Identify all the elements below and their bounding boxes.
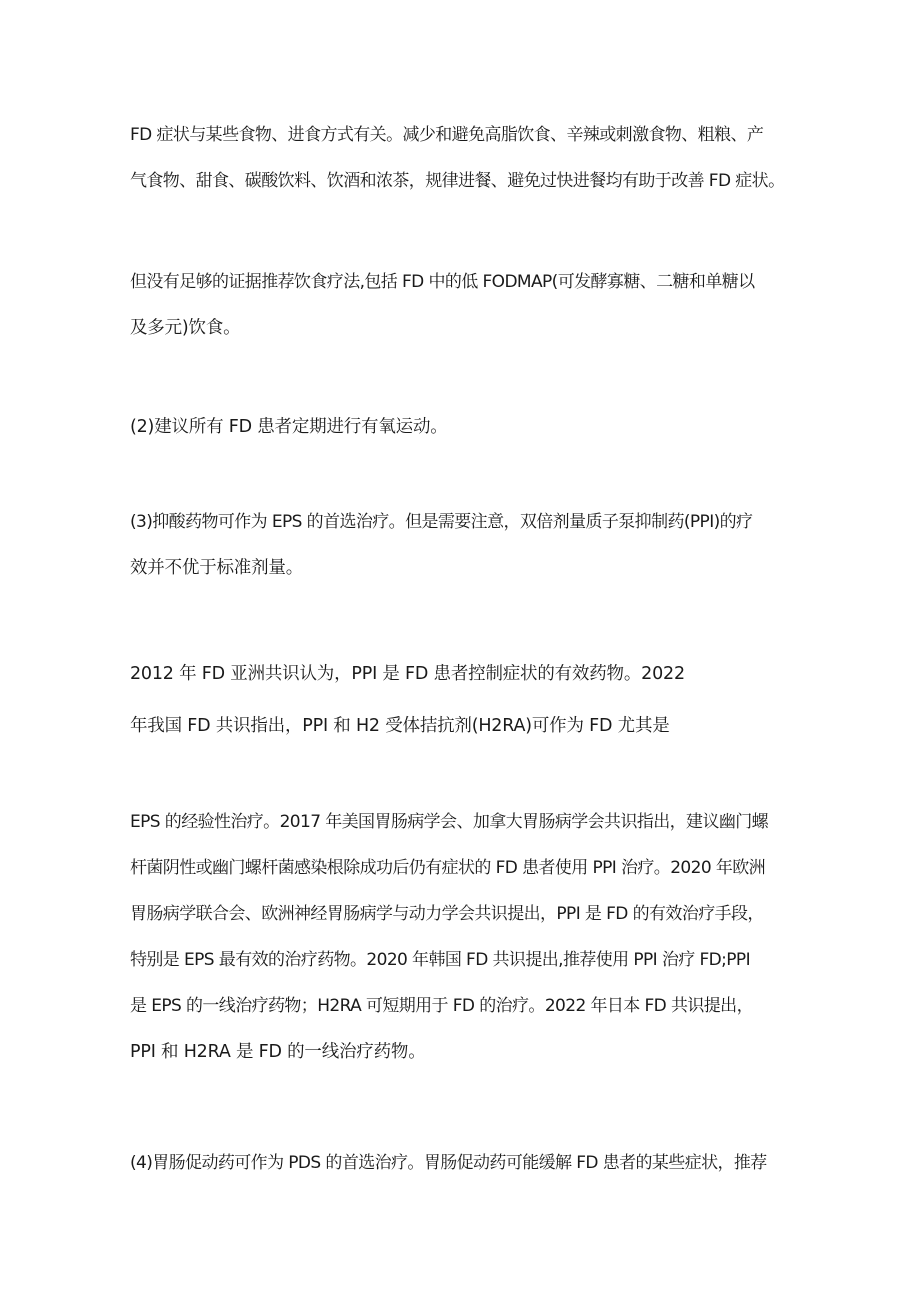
- text-line: 效并不优于标准剂量。: [130, 558, 303, 578]
- text-line: (2)建议所有 FD 患者定期进行有氧运动。: [130, 417, 448, 437]
- text-line: 胃肠病学联合会、欧洲神经胃肠病学与动力学会共识提出，PPI 是 FD 的有效治疗手段，: [130, 904, 764, 924]
- text-line: 特别是 EPS 最有效的治疗药物。2020 年韩国 FD 共识提出,推荐使用 PPI 治疗 FD;PPI: [130, 950, 750, 970]
- text-line: 杆菌阴性或幽门螺杆菌感染根除成功后仍有症状的 FD 患者使用 PPI 治疗。2020 年欧洲: [130, 858, 766, 878]
- text-line: 2012 年 FD 亚洲共识认为，PPI 是 FD 患者控制症状的有效药物。2022: [130, 664, 685, 684]
- paragraph-diet-symptoms: [130, 112, 810, 204]
- text-line: 气食物、甜食、碳酸饮料、饮酒和浓茶，规律进餐、避免过快进餐均有助于改善 FD 症状。: [130, 171, 785, 191]
- text-line: FD 症状与某些食物、进食方式有关。减少和避免高脂饮食、辛辣或刺激食物、粗粮、产: [130, 125, 764, 145]
- text-line: 但没有足够的证据推荐饮食疗法,包括 FD 中的低 FODMAP(可发酵寡糖、二糖和单糖以: [130, 272, 755, 292]
- paragraph-prokinetics: [130, 1140, 810, 1186]
- text-line: PPI 和 H2RA 是 FD 的一线治疗药物。: [130, 1042, 426, 1062]
- paragraph-fodmap: [130, 259, 810, 351]
- paragraph-china-consensus: [130, 703, 810, 749]
- paragraph-exercise: [130, 404, 810, 450]
- text-line: 及多元)饮食。: [130, 318, 241, 338]
- text-line: 年我国 FD 共识指出，PPI 和 H2 受体拮抗剂(H2RA)可作为 FD 尤其是: [130, 716, 670, 736]
- paragraph-acid-suppression: [130, 499, 810, 591]
- text-line: (4)胃肠促动药可作为 PDS 的首选治疗。胃肠促动药可能缓解 FD 患者的某些症状，推荐: [130, 1153, 767, 1173]
- text-line: EPS 的经验性治疗。2017 年美国胃肠病学会、加拿大胃肠病学会共识指出，建议幽门螺: [130, 812, 769, 832]
- paragraph-asian-consensus: [130, 651, 810, 697]
- paragraph-international-consensus: [130, 799, 810, 1075]
- text-line: 是 EPS 的一线治疗药物；H2RA 可短期用于 FD 的治疗。2022 年日本 FD 共识提出，: [130, 996, 753, 1016]
- text-line: (3)抑酸药物可作为 EPS 的首选治疗。但是需要注意，双倍剂量质子泵抑制药(PPI)的疗: [130, 512, 753, 532]
